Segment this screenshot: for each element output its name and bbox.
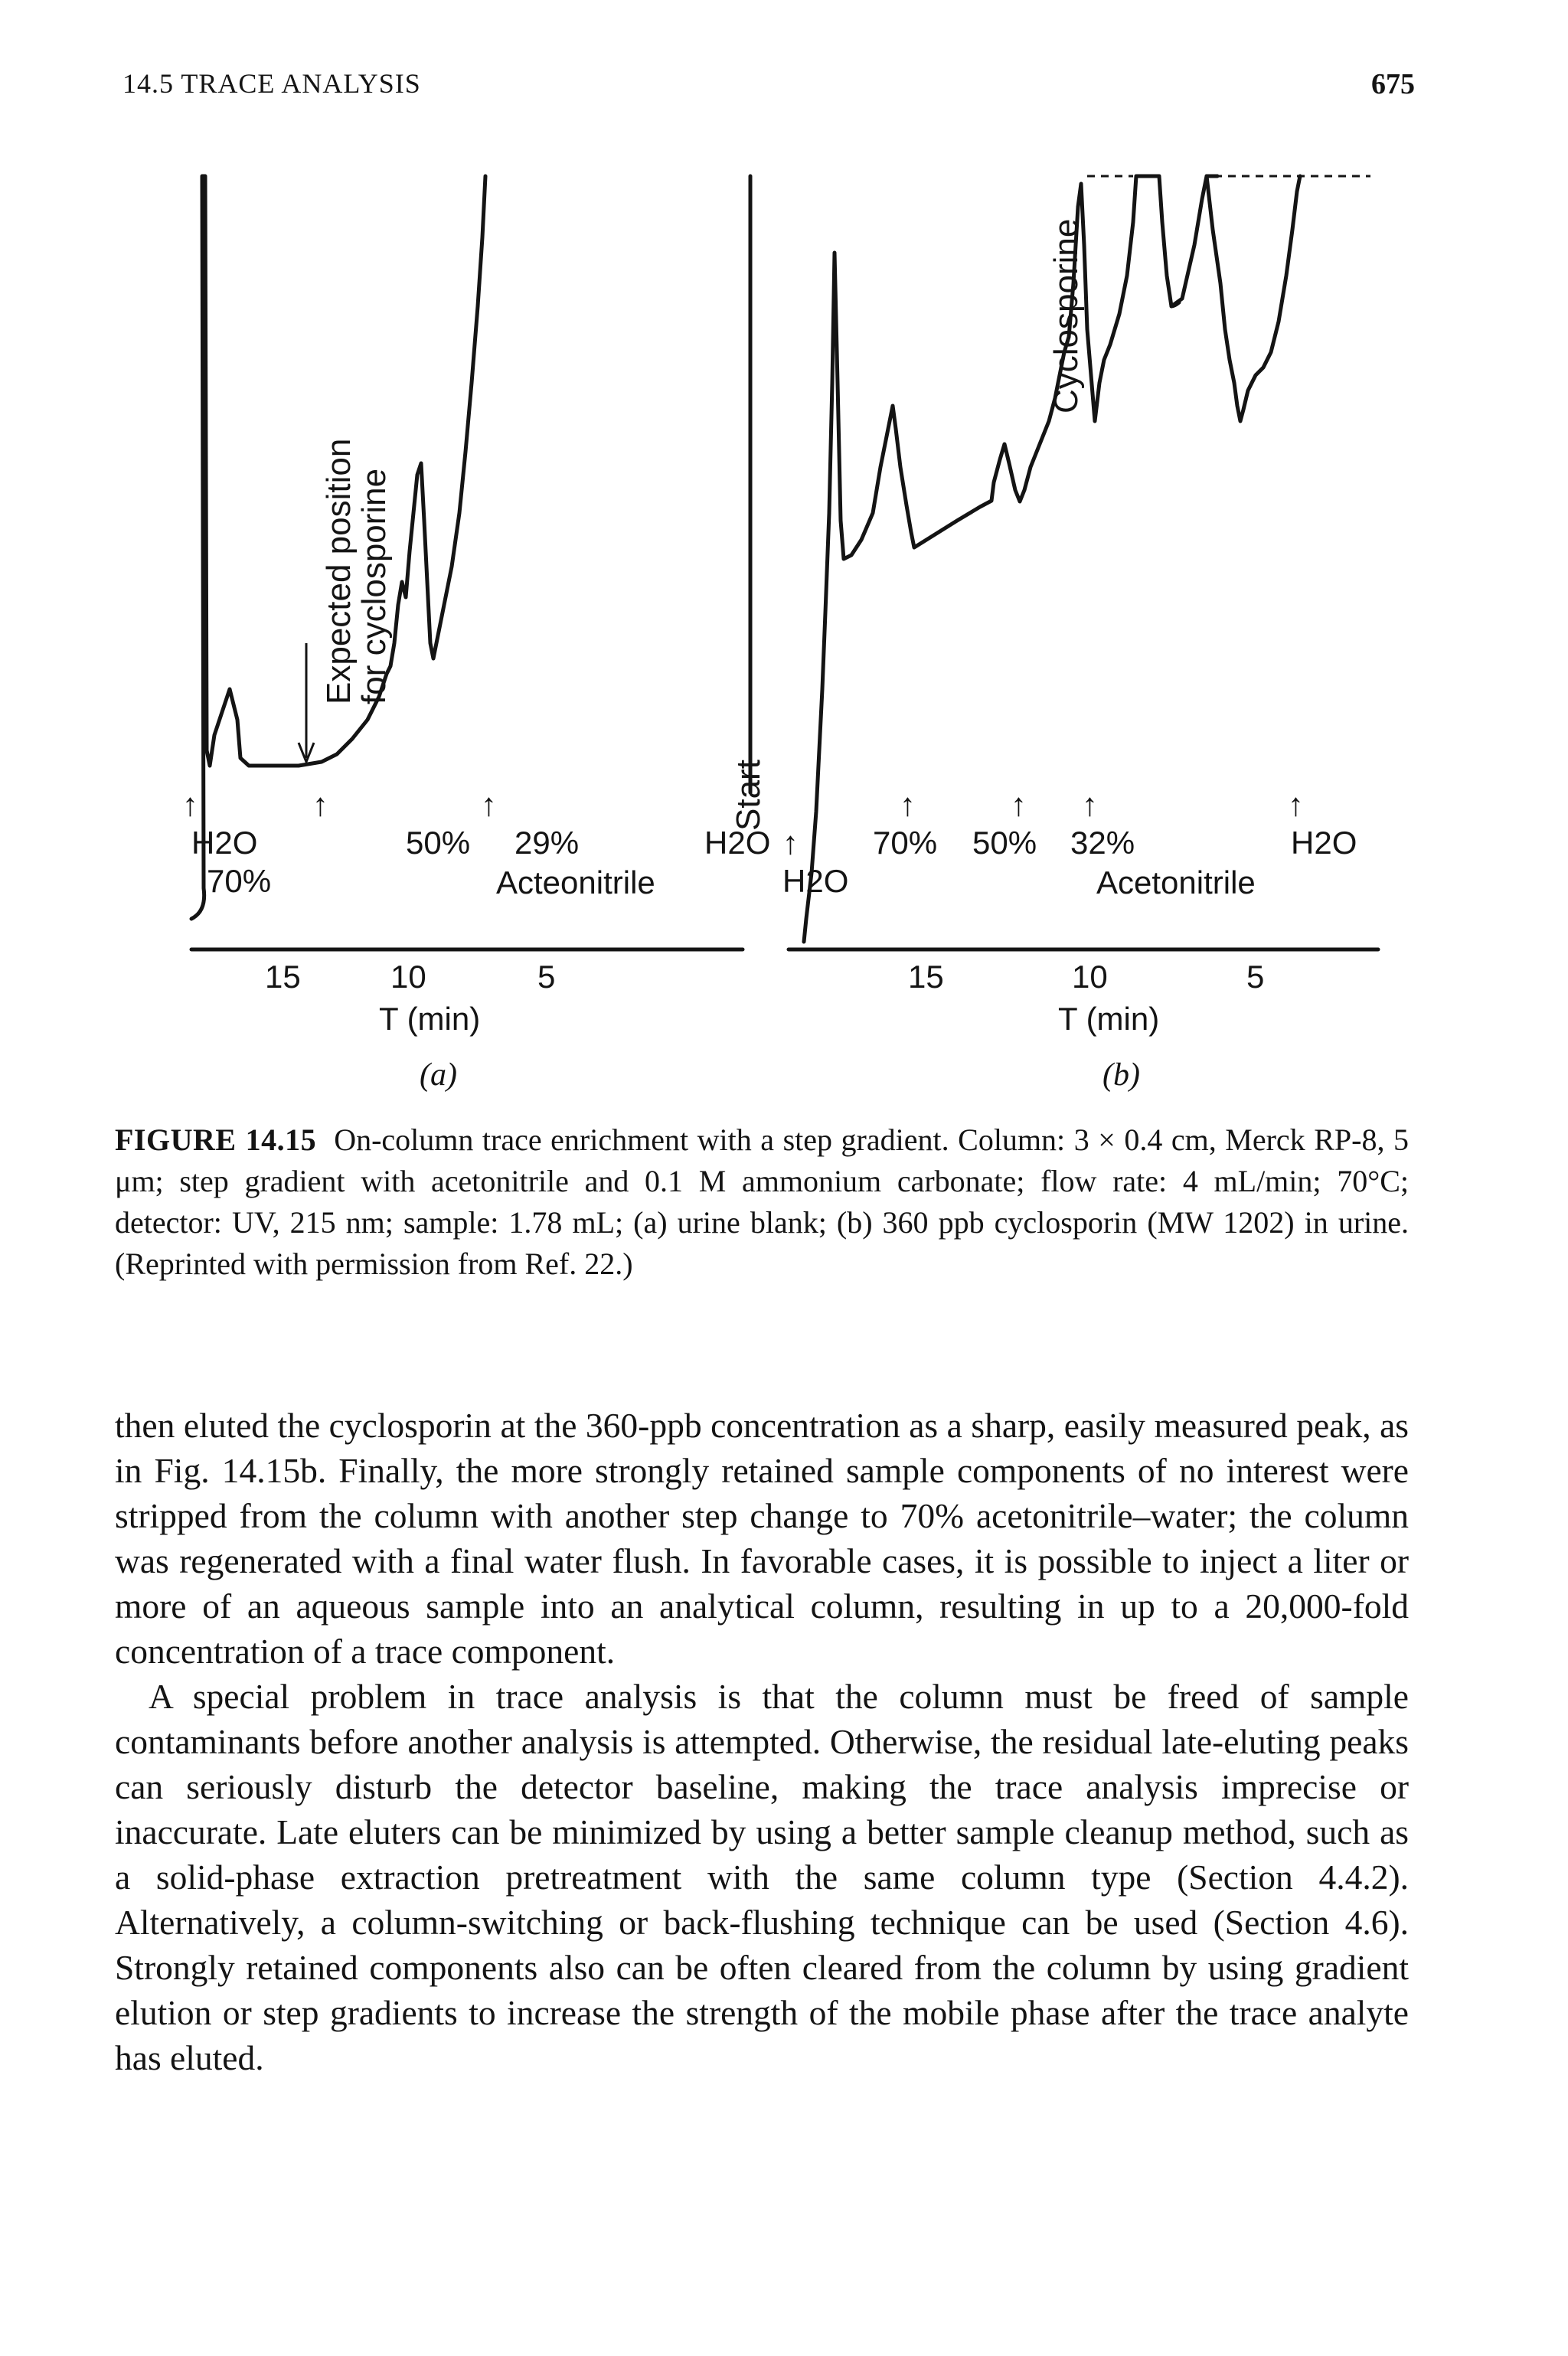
start-label: Start (730, 760, 767, 831)
arrow-a-water: ↑ (182, 786, 198, 822)
arrow-b-32: ↑ (1082, 786, 1098, 822)
figure-14-15 (115, 153, 1416, 1118)
arrow-b-70: ↑ (900, 786, 916, 822)
step-70-label-a: 70% (207, 863, 272, 899)
cyclosporine-peak-label: Cyclosporine (1047, 218, 1085, 413)
step-32-label-b: 32% (1070, 825, 1135, 861)
page-header (122, 67, 1415, 113)
paragraph-1: then eluted the cyclosporin at the 360-ppb concentration as a sharp, easily measured peak, as in Fig. 14.15b. Finally, the more strongly retained sample components of no interest were stripped from the column with another step change to 70% acetonitrile–water; the column was regenerated with a final water flush. In favorable cases, it is possible to inject a liter or more of an aqueous sample into an analytical column, resulting in up to a 20,000-fold concentration of a trace component. (115, 1406, 1409, 1671)
water-label-b-1: H2O (704, 825, 771, 861)
acetonitrile-label-b: Acetonitrile (1096, 864, 1256, 900)
water-label-b-2: H2O (782, 863, 849, 899)
arrow-b-50: ↑ (1011, 786, 1027, 822)
expected-position-arrow (299, 643, 314, 762)
figure-caption-text: On-column trace enrichment with a step gradient. Column: 3 × 0.4 cm, Merck RP-8, 5 μm; step gradient with acetonitrile and 0.1 M ammonium carbonate; flow rate: 4 mL/min; 70°C; detector: UV, 215 nm; sample: 1.78 mL; (a) urine blank; (b) 360 ppb cyclosporin (MW 1202) in urine. (Reprinted with permission from Ref. 22.) (115, 1122, 1410, 1281)
step-50-label-b: 50% (972, 825, 1037, 861)
figure-caption-label: FIGURE 14.15 (115, 1122, 317, 1157)
step-29-label-a: 29% (514, 825, 580, 861)
expected-position-label: Expected position for cyclosporine (320, 438, 394, 704)
page-number: 675 (1371, 68, 1415, 100)
chromatogram-figure (115, 153, 1416, 1118)
panel-a-sublabel: (a) (420, 1057, 457, 1093)
step-50-label-a: 50% (406, 825, 471, 861)
axis-title-b: T (min) (1058, 1001, 1160, 1037)
chromatogram-trace-b-valley (1207, 176, 1300, 421)
running-head: 14.5 TRACE ANALYSIS (122, 68, 421, 99)
arrow-a-29: ↑ (481, 786, 497, 822)
water-label-b-3: H2O (1291, 825, 1357, 861)
axis-title-a: T (min) (379, 1001, 481, 1037)
arrow-a-50: ↑ (312, 786, 328, 822)
arrow-b-water: ↑ (782, 825, 799, 861)
tick-15-b: 15 (908, 959, 944, 995)
paragraph-2: A special problem in trace analysis is that the column must be freed of sample contaminants before another analysis is attempted. Otherwise, the residual late-eluting peaks can seriously disturb the detector baseline, making the trace analysis imprecise or inaccurate. Late eluters can be minimized by using a better sample cleanup method, such as a solid-phase extraction pretreatment with the same column type (Section 4.4.2). Alternatively, a column-switching or back-flushing technique can be used (Section 4.6). Strongly retained components also can be often cleared from the column by using gradient elution or step gradients to increase the strength of the mobile phase after the trace analyte has eluted. (115, 1677, 1409, 2077)
figure-caption (115, 1119, 1409, 1285)
body-text (115, 1403, 1409, 2080)
tick-15-a: 15 (265, 959, 301, 995)
panel-b-sublabel: (b) (1102, 1057, 1140, 1093)
acteonitrile-label-a: Acteonitrile (496, 864, 655, 900)
step-70-label-b: 70% (873, 825, 938, 861)
tick-5-a: 5 (537, 959, 556, 995)
water-label-a: H2O (191, 825, 258, 861)
tick-10-a: 10 (390, 959, 426, 995)
tick-5-b: 5 (1246, 959, 1265, 995)
tick-10-b: 10 (1072, 959, 1108, 995)
arrow-b-end: ↑ (1288, 786, 1304, 822)
